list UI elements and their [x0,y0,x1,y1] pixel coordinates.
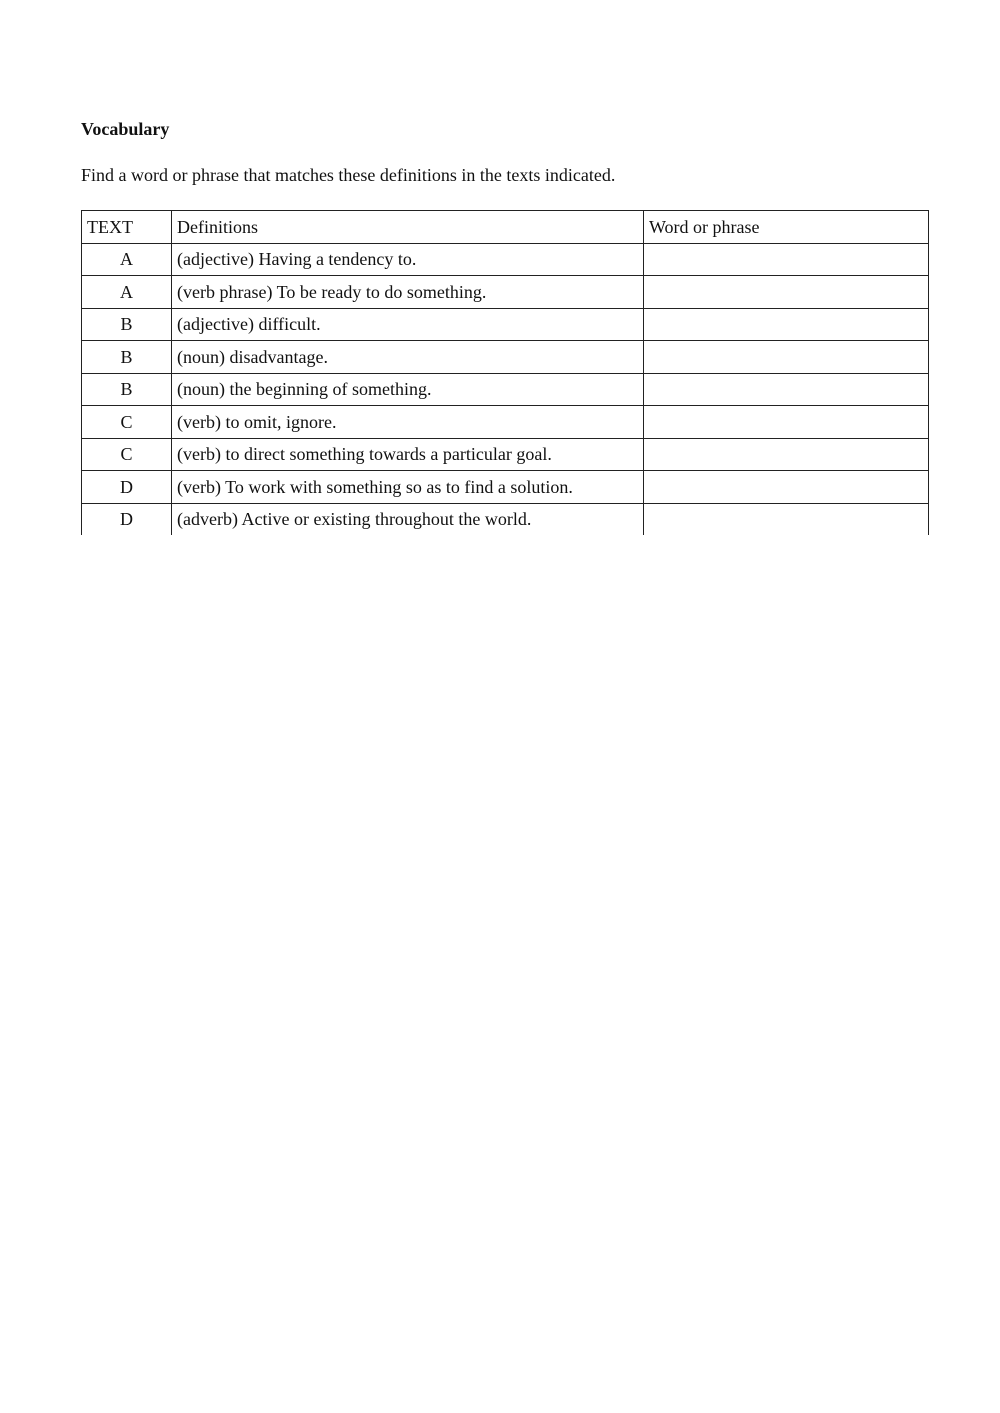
text-letter-cell: A [82,276,172,309]
table-row [82,308,929,341]
answer-cell[interactable] [644,276,929,309]
text-letter-cell: D [82,503,172,535]
text-letter-cell: B [82,341,172,374]
answer-cell[interactable] [644,243,929,276]
vocabulary-table [81,210,929,535]
table-row [82,373,929,406]
table-row [82,503,929,535]
table-row [82,243,929,276]
table-row [82,341,929,374]
table-row [82,471,929,504]
definition-cell: (verb) to omit, ignore. [172,406,644,439]
table-row [82,438,929,471]
answer-cell[interactable] [644,471,929,504]
answer-cell[interactable] [644,503,929,535]
section-heading: Vocabulary [81,119,170,139]
definition-cell: (noun) disadvantage. [172,341,644,374]
definition-cell: (adverb) Active or existing throughout the world. [172,503,644,535]
definition-cell: (adjective) Having a tendency to. [172,243,644,276]
definition-cell: (verb) to direct something towards a particular goal. [172,438,644,471]
definition-cell: (noun) the beginning of something. [172,373,644,406]
text-letter-cell: C [82,438,172,471]
text-letter-cell: B [82,373,172,406]
answer-cell[interactable] [644,406,929,439]
definition-cell: (verb phrase) To be ready to do something. [172,276,644,309]
table-header-row [82,211,929,244]
definition-cell: (verb) To work with something so as to find a solution. [172,471,644,504]
table-row [82,276,929,309]
answer-cell[interactable] [644,308,929,341]
text-letter-cell: A [82,243,172,276]
answer-cell[interactable] [644,438,929,471]
instructions-text: Find a word or phrase that matches these definitions in the texts indicated. [81,165,616,185]
definition-cell: (adjective) difficult. [172,308,644,341]
header-text: TEXT [82,211,172,244]
answer-cell[interactable] [644,341,929,374]
answer-cell[interactable] [644,373,929,406]
header-word-or-phrase: Word or phrase [644,211,929,244]
text-letter-cell: D [82,471,172,504]
header-definitions: Definitions [172,211,644,244]
text-letter-cell: B [82,308,172,341]
text-letter-cell: C [82,406,172,439]
table-row [82,406,929,439]
